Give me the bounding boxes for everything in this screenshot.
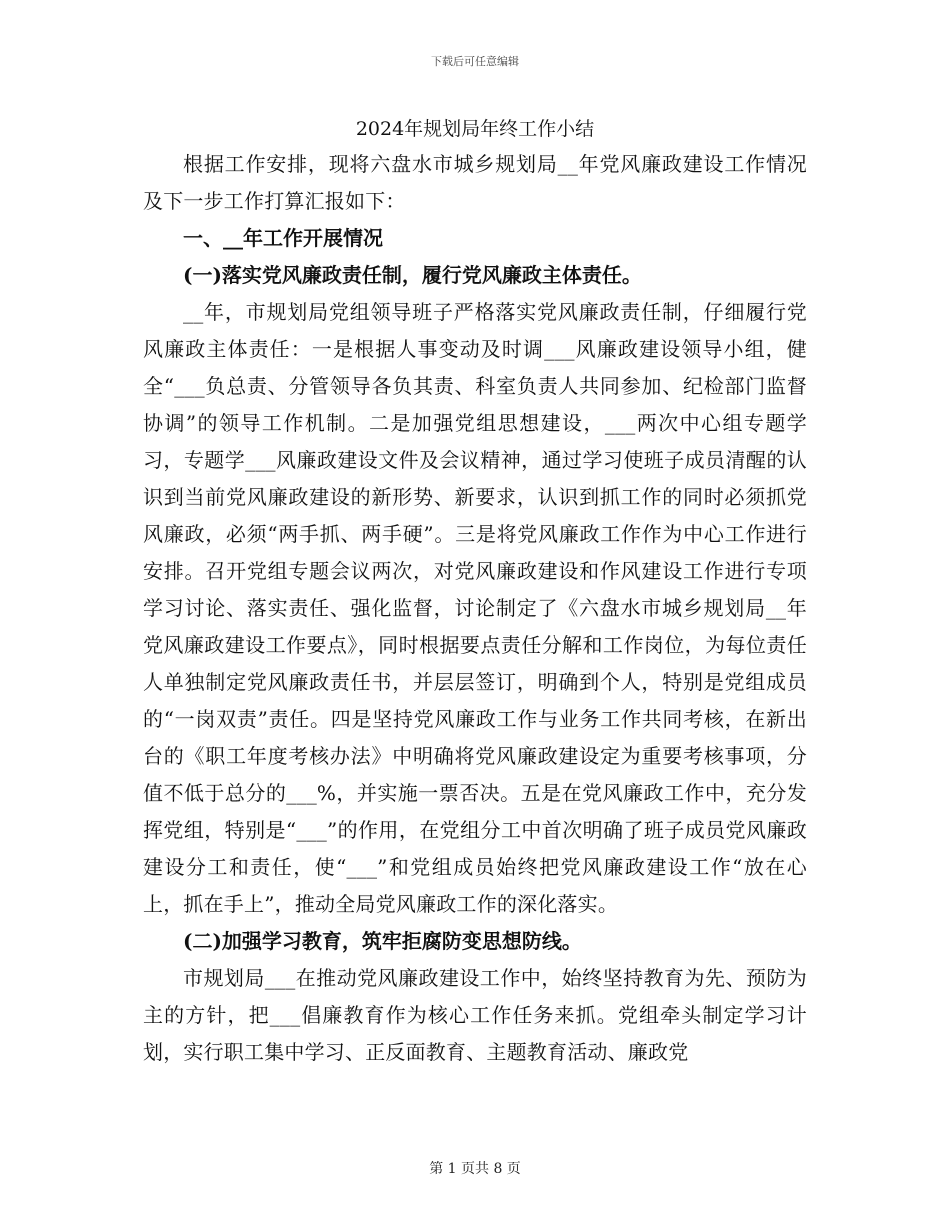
document-title: 2024年规划局年终工作小结 [355, 118, 595, 140]
document-body [143, 146, 807, 1071]
subsection-heading-2: (二)加强学习教育，筑牢拒腐防变思想防线。 [183, 929, 582, 953]
page-footer: 第 1 页共 8 页 [429, 1161, 521, 1177]
header-note: 下载后可任意编辑 [431, 55, 519, 68]
intro-paragraph: 根据工作安排，现将六盘水市城乡规划局__年党风廉政建设工作情况及下一步工作打算汇报如下： [143, 152, 807, 213]
subsection-1-body: __年，市规划局党组领导班子严格落实党风廉政责任制，仔细履行党风廉政主体责任：一是根据人事变动及时调___风廉政建设领导小组，健全“___负总责、分管领导各负其责、科室负责人共同参加、纪检部门监督协调”的领导工作机制。二是加强党组思想建设，___两次中心组专题学习，专题学___风廉政建设文件及会议精神，通过学习使班子成员清醒的认识到当前党风廉政建设的新形势、新要求，认识到抓工作的同时必须抓党风廉政，必须“两手抓、两手硬”。三是将党风廉政工作作为中心工作进行安排。召开党组专题会议两次，对党风廉政建设和作风建设工作进行专项学习讨论、落实责任、强化监督，讨论制定了《六盘水市城乡规划局__年党风廉政建设工作要点》，同时根据要点责任分解和工作岗位，为每位责任人单独制定党风廉政责任书，并层层签订，明确到个人，特别是党组成员的“一岗双责”责任。四是坚持党风廉政工作与业务工作共同考核，在新出台的《职工年度考核办法》中明确将党风廉政建设定为重要考核事项，分值不低于总分的___%，并实施一票否决。五是在党风廉政工作中，充分发挥党组，特别是“___”的作用，在党组分工中首次明确了班子成员党风廉政建设分工和责任，使“___”和党组成员始终把党风廉政建设工作“放在心上，抓在手上”，推动全局党风廉政工作的深化落实。 [143, 300, 807, 916]
subsection-2-body: 市规划局___在推动党风廉政建设工作中，始终坚持教育为先、预防为主的方针，把___倡廉教育作为核心工作任务来抓。党组牵头制定学习计划，实行职工集中学习、正反面教育、主题教育活动、廉政党 [143, 966, 807, 1064]
section-heading-1: 一、__年工作开展情况 [183, 226, 383, 250]
subsection-heading-1: (一)落实党风廉政责任制，履行党风廉政主体责任。 [183, 263, 642, 287]
